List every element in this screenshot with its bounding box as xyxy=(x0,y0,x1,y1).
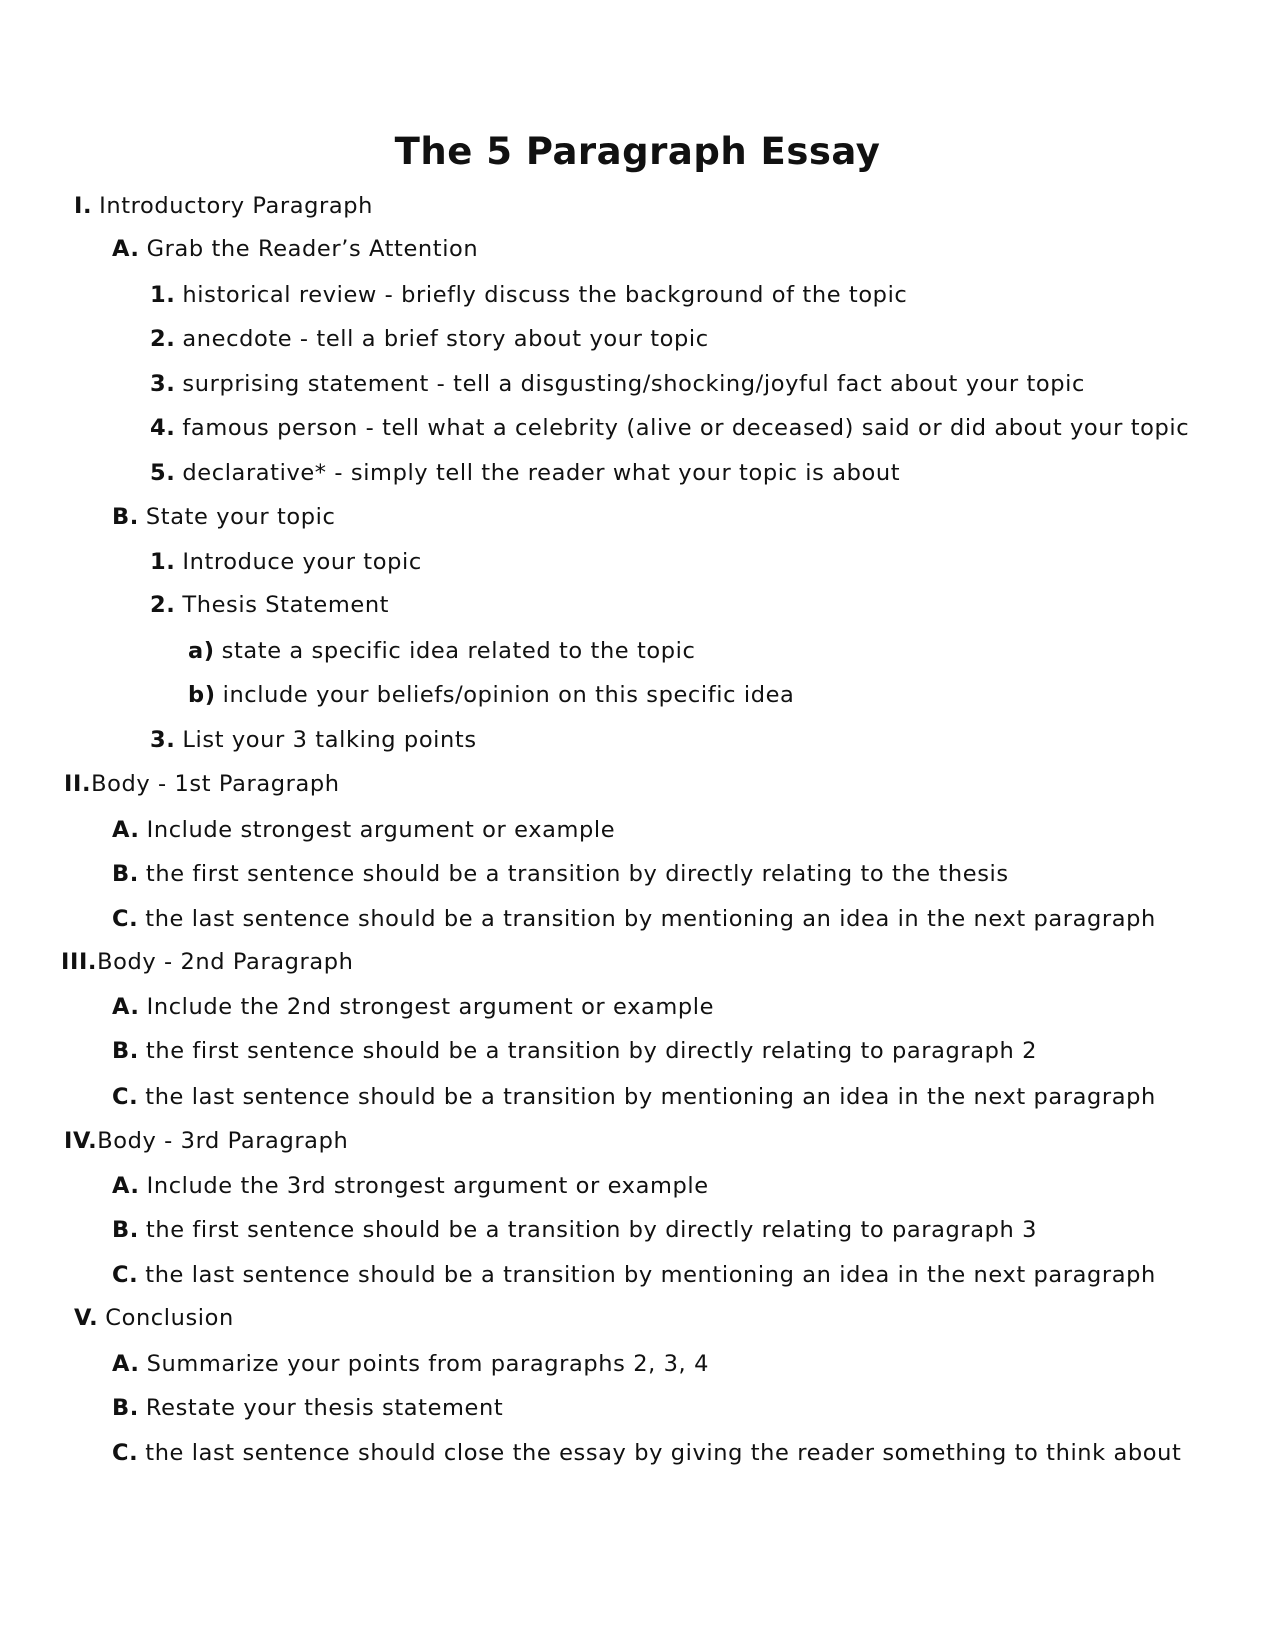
outline-item xyxy=(112,1260,1156,1290)
outline-text: surprising statement - tell a disgusting/shocking/joyful fact about your topic xyxy=(182,371,1085,397)
section-body-2nd-paragraph xyxy=(61,947,354,977)
outline-marker: A. xyxy=(112,994,140,1020)
outline-marker: b) xyxy=(188,682,216,708)
outline-item xyxy=(112,859,1009,889)
outline-marker: 2. xyxy=(150,592,176,618)
outline-item xyxy=(112,234,478,264)
outline-text: state a specific idea related to the topic xyxy=(221,638,696,664)
outline-heading: Conclusion xyxy=(105,1305,234,1331)
outline-text: Thesis Statement xyxy=(182,592,390,618)
outline-item xyxy=(112,1349,709,1379)
outline-item xyxy=(112,502,335,532)
outline-text: Grab the Reader’s Attention xyxy=(146,236,479,262)
outline-marker: II. xyxy=(64,771,92,797)
outline-text: the first sentence should be a transition by directly relating to paragraph 2 xyxy=(145,1038,1038,1064)
outline-text: famous person - tell what a celebrity (alive or deceased) said or did about your topic xyxy=(182,415,1190,441)
outline-heading: Introductory Paragraph xyxy=(99,193,374,219)
outline-item xyxy=(150,458,900,488)
outline-text: the first sentence should be a transition by directly relating to paragraph 3 xyxy=(145,1217,1038,1243)
outline-marker: C. xyxy=(112,1440,139,1466)
section-body-3rd-paragraph xyxy=(64,1126,348,1156)
outline-text: State your topic xyxy=(145,504,336,530)
outline-heading: Body - 2nd Paragraph xyxy=(97,949,354,975)
outline-marker: A. xyxy=(112,236,140,262)
outline-marker: 4. xyxy=(150,415,176,441)
outline-marker: A. xyxy=(112,817,140,843)
outline-text: Include strongest argument or example xyxy=(146,817,616,843)
outline-marker: B. xyxy=(112,861,139,887)
outline-item xyxy=(150,547,422,577)
outline-text: historical review - briefly discuss the background of the topic xyxy=(182,282,908,308)
outline-marker: 3. xyxy=(150,371,176,397)
outline-item xyxy=(150,369,1085,399)
outline-heading: Body - 1st Paragraph xyxy=(91,771,340,797)
outline-text: the first sentence should be a transition by directly relating to the thesis xyxy=(145,861,1009,887)
section-body-1st-paragraph xyxy=(64,769,340,799)
outline-text: Introduce your topic xyxy=(182,549,422,575)
outline-item xyxy=(112,1438,1181,1468)
outline-text: List your 3 talking points xyxy=(182,727,477,753)
section-introductory-paragraph xyxy=(74,191,373,221)
outline-marker: B. xyxy=(112,1395,139,1421)
outline-text: anecdote - tell a brief story about your topic xyxy=(182,326,709,352)
outline-marker: 2. xyxy=(150,326,176,352)
outline-marker: 5. xyxy=(150,460,176,486)
outline-item xyxy=(150,590,389,620)
outline-item xyxy=(112,904,1156,934)
outline-marker: B. xyxy=(112,1038,139,1064)
outline-heading: Body - 3rd Paragraph xyxy=(97,1128,349,1154)
outline-marker: A. xyxy=(112,1173,140,1199)
outline-text: Restate your thesis statement xyxy=(145,1395,504,1421)
outline-marker: 3. xyxy=(150,727,176,753)
outline-marker: B. xyxy=(112,504,139,530)
outline-text: Include the 2nd strongest argument or example xyxy=(146,994,715,1020)
outline-marker: IV. xyxy=(64,1128,98,1154)
outline-marker: 1. xyxy=(150,282,176,308)
outline-item xyxy=(112,1393,503,1423)
outline-marker: C. xyxy=(112,906,139,932)
outline-item xyxy=(150,324,709,354)
outline-item xyxy=(188,636,696,666)
outline-text: the last sentence should be a transition by mentioning an idea in the next paragraph xyxy=(145,1084,1156,1110)
outline-text: include your beliefs/opinion on this specific idea xyxy=(222,682,795,708)
outline-marker: C. xyxy=(112,1262,139,1288)
outline-marker: C. xyxy=(112,1084,139,1110)
outline-text: the last sentence should be a transition by mentioning an idea in the next paragraph xyxy=(145,1262,1156,1288)
outline-marker: B. xyxy=(112,1217,139,1243)
outline-text: the last sentence should close the essay by giving the reader something to think about xyxy=(145,1440,1182,1466)
outline-item xyxy=(112,992,714,1022)
outline-item xyxy=(150,413,1189,443)
outline-item xyxy=(188,680,794,710)
outline-text: declarative* - simply tell the reader what your topic is about xyxy=(182,460,901,486)
outline-text: the last sentence should be a transition by mentioning an idea in the next paragraph xyxy=(145,906,1156,932)
outline-marker: A. xyxy=(112,1351,140,1377)
outline-marker: V. xyxy=(74,1305,99,1331)
outline-marker: I. xyxy=(74,193,93,219)
outline-item xyxy=(112,1036,1037,1066)
outline-item xyxy=(112,1082,1156,1112)
outline-item xyxy=(150,280,907,310)
outline-item xyxy=(112,815,615,845)
section-conclusion xyxy=(74,1303,234,1333)
outline-item xyxy=(112,1215,1037,1245)
outline-text: Summarize your points from paragraphs 2, 3, 4 xyxy=(146,1351,709,1377)
outline-marker: 1. xyxy=(150,549,176,575)
outline-item xyxy=(112,1171,709,1201)
outline-text: Include the 3rd strongest argument or example xyxy=(146,1173,709,1199)
outline-marker: a) xyxy=(188,638,215,664)
outline-marker: III. xyxy=(61,949,98,975)
outline-item xyxy=(150,725,477,755)
page-title: The 5 Paragraph Essay xyxy=(394,129,881,173)
